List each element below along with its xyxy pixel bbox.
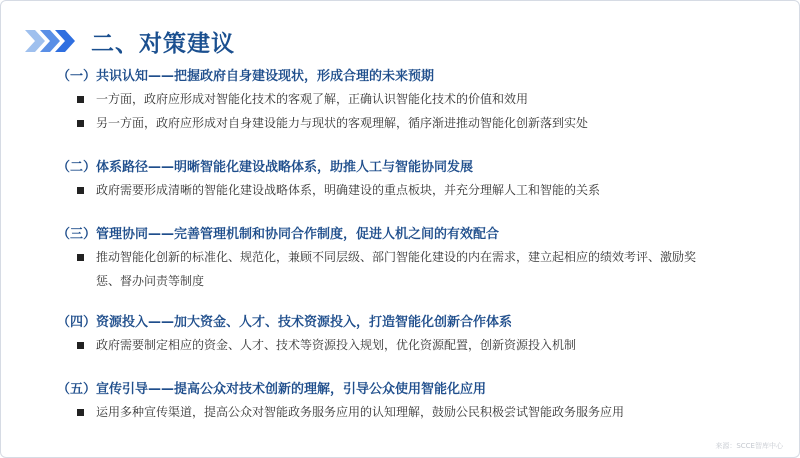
bullet-item [77, 111, 769, 135]
bullet-item [77, 178, 769, 202]
section-3 [57, 225, 769, 293]
bullet-item [77, 400, 769, 424]
square-bullet-icon [77, 254, 84, 261]
watermark: 来源：SCCE智库中心 [715, 442, 783, 450]
bullet-text: 政府需要制定相应的资金、人才、技术等资源投入规划，优化资源配置，创新资源投入机制 [96, 338, 577, 352]
section-heading: （五）宣传引导——提高公众对技术创新的理解，引导公众使用智能化应用 [57, 382, 487, 397]
section-heading: （二）体系路径——明晰智能化建设战略体系，助推人工与智能协同发展 [57, 160, 474, 175]
square-bullet-icon [77, 120, 84, 127]
section-heading: （四）资源投入——加大资金、人才、技术资源投入，打造智能化创新合作体系 [57, 315, 513, 330]
bullet-text: 政府需要形成清晰的智能化建设战略体系，明确建设的重点板块，并充分理解人工和智能的关系 [96, 183, 601, 197]
bullet-text: 一方面，政府应形成对智能化技术的客观了解，正确认识智能化技术的价值和效用 [96, 92, 529, 106]
section-heading: （一）共识认知——把握政府自身建设现状，形成合理的未来预期 [57, 69, 435, 84]
slide-header [25, 23, 235, 59]
section-4 [57, 313, 769, 357]
bullet-text: 推动智能化创新的标准化、规范化，兼顾不同层级、部门智能化建设的内在需求，建立起相应的绩效考评、激励奖惩、督办问责等制度 [96, 250, 697, 288]
content-area [57, 67, 769, 447]
bullet-item [77, 245, 769, 293]
section-1 [57, 67, 769, 135]
square-bullet-icon [77, 342, 84, 349]
square-bullet-icon [77, 409, 84, 416]
square-bullet-icon [77, 96, 84, 103]
square-bullet-icon [77, 187, 84, 194]
section-5 [57, 380, 769, 424]
bullet-text: 运用多种宣传渠道，提高公众对智能政务服务应用的认知理解，鼓励公民积极尝试智能政务服务应用 [96, 405, 625, 419]
bullet-item [77, 87, 769, 111]
section-heading: （三）管理协同——完善管理机制和协同合作制度，促进人机之间的有效配合 [57, 227, 500, 242]
bullet-item [77, 333, 769, 357]
section-2 [57, 158, 769, 202]
slide-title: 二、对策建议 [91, 30, 235, 57]
triple-chevron-right-icon [25, 30, 77, 52]
bullet-text: 另一方面，政府应形成对自身建设能力与现状的客观理解，循序渐进推动智能化创新落到实处 [96, 116, 589, 130]
